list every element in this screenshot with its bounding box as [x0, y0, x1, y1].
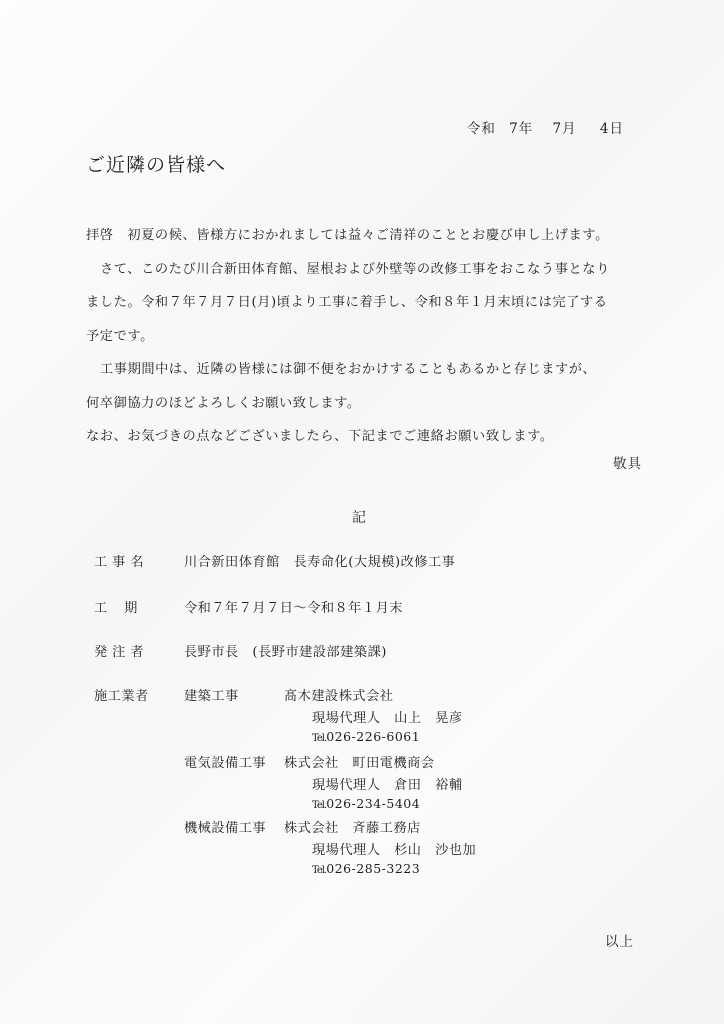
- contractor-agent: 現場代理人 山上 晃彦: [312, 711, 463, 726]
- contractor-category: 建築工事: [184, 689, 239, 704]
- body-line: ました。令和７年７月７日(月)頃より工事に着手し、令和８年１月末頃には完了する: [86, 295, 608, 310]
- tel-prefix: Tel.: [312, 800, 327, 811]
- date-month: 7月: [552, 121, 577, 137]
- body-line: 工事期間中は、近隣の皆様には御不便をおかけすることもあるかと存じますが、: [100, 362, 597, 377]
- contractor-company: 株式会社 斉藤工務店: [284, 821, 421, 836]
- body-line: 何卒御協力のほどよろしくお願い致します。: [86, 395, 361, 411]
- contractor-agent: 現場代理人 倉田 裕輔: [312, 778, 463, 793]
- client-value: 長野市長 (長野市建設部建築課): [184, 645, 387, 660]
- notice-date: [467, 117, 624, 137]
- body-line: なお、お気づきの点などございましたら、下記までご連絡お願い致します。: [86, 429, 554, 444]
- ki-heading: 記: [352, 510, 366, 526]
- client-label: 発注者: [94, 645, 149, 660]
- date-day: 4日: [599, 121, 624, 137]
- salutation: ご近隣の皆様へ: [86, 154, 227, 176]
- notice-body: [86, 226, 610, 461]
- closing-keigu: 敬具: [613, 456, 642, 472]
- date-year: 7年: [509, 121, 534, 137]
- tel-prefix: Tel.: [312, 733, 327, 744]
- contractor-agent: 現場代理人 杉山 沙也加: [312, 843, 477, 858]
- contractor-company: 株式会社 町田電機商会: [284, 756, 435, 771]
- contractor-category: 電気設備工事: [184, 756, 267, 771]
- period-label: 工期: [94, 601, 155, 616]
- tel-prefix: Tel.: [312, 865, 327, 876]
- body-line: さて、このたび川合新田体育館、屋根および外壁等の改修工事をおこなう事となり: [100, 261, 610, 277]
- end-mark: 以上: [605, 934, 634, 950]
- date-era: 令和: [466, 121, 496, 137]
- project-value: 川合新田体育館 長寿命化(大規模)改修工事: [184, 555, 456, 570]
- contractor-tel: 026-234-5404: [326, 796, 421, 811]
- contractor-tel: 026-226-6061: [326, 729, 421, 744]
- body-line: 予定です。: [86, 328, 154, 344]
- contractor-tel: 026-285-3223: [326, 861, 421, 876]
- contractor-category: 機械設備工事: [184, 821, 267, 836]
- contractor-label: 施工業者: [94, 689, 149, 704]
- period-value: 令和７年７月７日～令和８年１月末: [184, 601, 403, 616]
- project-label: 工事名: [94, 555, 149, 570]
- contractor-company: 髙木建設株式会社: [284, 689, 394, 704]
- body-line: 拝啓 初夏の候、皆様方におかれましては益々ご清祥のこととお慶び申し上げます。: [86, 228, 609, 243]
